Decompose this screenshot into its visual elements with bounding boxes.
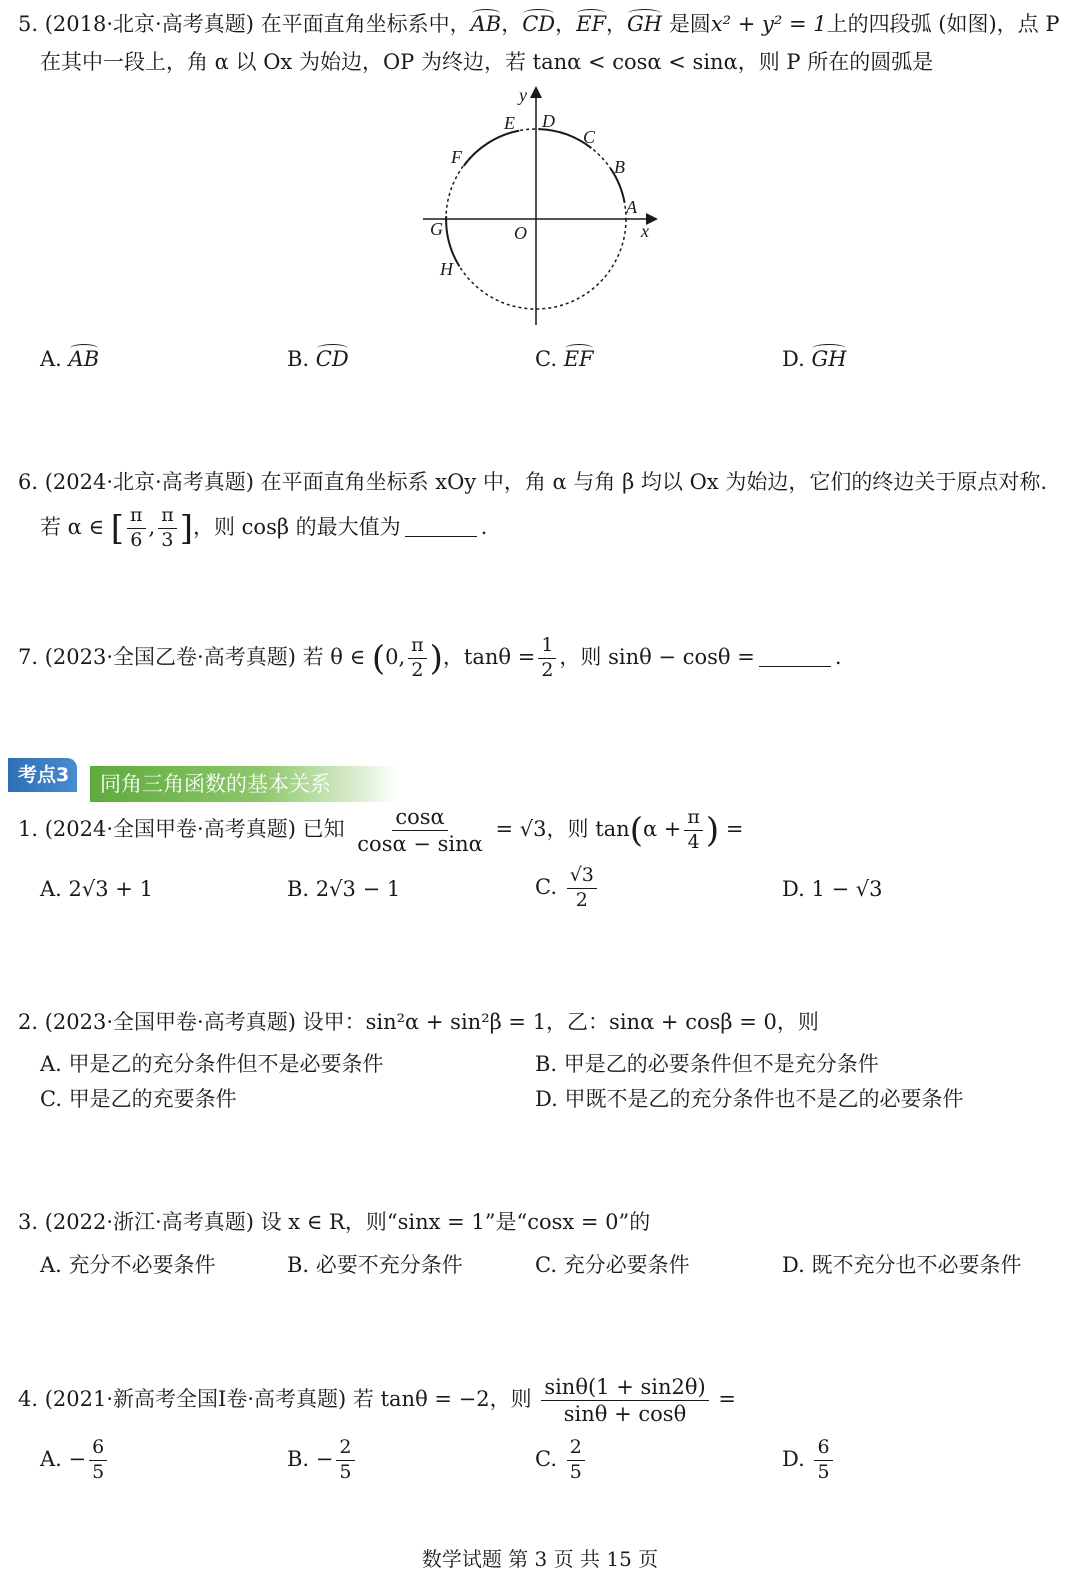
s3-option-b[interactable]: B. 必要不充分条件 xyxy=(287,1253,463,1277)
label-c: C xyxy=(583,127,596,147)
q6-text: 在平面直角坐标系 xOy 中，角 α 与角 β 均以 Ox 为始边，它们的终边关于原点对称. xyxy=(260,470,1047,494)
s1-option-a[interactable]: A. 2√3 + 1 xyxy=(40,877,153,901)
label-x: x xyxy=(641,221,649,241)
s1-number: 1. xyxy=(18,817,39,842)
s2-number: 2. xyxy=(18,1010,39,1034)
arc-ab: AB xyxy=(470,12,502,36)
s1-option-c[interactable]: C. $\frac{√3}{2}$ xyxy=(535,866,600,911)
s3-option-d[interactable]: D. 既不充分也不必要条件 xyxy=(782,1253,1022,1277)
q5-text: 在平面直角坐标系中， xyxy=(260,12,471,36)
s3-number: 3. xyxy=(18,1210,39,1234)
s2-source: (2023·全国甲卷·高考真题) xyxy=(44,1010,296,1034)
label-f: F xyxy=(451,147,462,167)
q5-number: 5. xyxy=(18,12,39,36)
q7-answer-blank[interactable] xyxy=(759,666,831,667)
q6-line2: 若 α ∈ [ $\frac{\pi}{6}$ , $\frac{\pi}{3}$ ]，则 cosβ 的最大值为 . xyxy=(40,504,488,551)
label-h: H xyxy=(440,259,453,279)
label-g: G xyxy=(430,219,443,239)
q5-text2: 是圆 xyxy=(668,12,711,36)
s4-number: 4. xyxy=(18,1387,39,1412)
q5-option-a[interactable]: A. AB xyxy=(40,347,100,371)
s2-option-d[interactable]: D. 甲既不是乙的充分条件也不是乙的必要条件 xyxy=(535,1087,964,1111)
label-e: E xyxy=(504,113,515,133)
s1-line: 1. (2024·全国甲卷·高考真题) 已知 $\frac{\cos\alpha}{\cos\alpha - \sin\alpha}$ = √3，则 tan(α + $\frac{\pi}{4}$ ) = xyxy=(18,805,744,857)
s3-option-a[interactable]: A. 充分不必要条件 xyxy=(40,1253,216,1277)
unit-circle-figure xyxy=(415,85,675,335)
section-title: 同角三角函数的基本关系 xyxy=(90,766,400,802)
q5-option-d[interactable]: D. GH xyxy=(782,347,847,371)
arc-ef: EF xyxy=(576,12,607,36)
q5-text3: 上的四段弧 (如图)，点 P xyxy=(826,12,1060,36)
label-a: A xyxy=(626,197,637,217)
q6-answer-blank[interactable] xyxy=(405,536,477,537)
s1-option-b[interactable]: B. 2√3 − 1 xyxy=(287,877,401,901)
s4-source: (2021·新高考全国I卷·高考真题) xyxy=(44,1387,347,1412)
s4-option-c[interactable]: C. $\frac{2}{5}$ xyxy=(535,1438,588,1483)
q6-line1 xyxy=(18,472,1047,493)
s3-line: 3. (2022·浙江·高考真题) 设 x ∈ R，则“sinx = 1”是“cosx = 0”的 xyxy=(18,1210,651,1234)
arc-gh: GH xyxy=(627,12,663,36)
section-header xyxy=(8,758,388,800)
s2-line: 2. (2023·全国甲卷·高考真题) 设甲：sin²α + sin²β = 1，乙：sinα + cosβ = 0，则 xyxy=(18,1010,819,1034)
s4-option-d[interactable]: D. $\frac{6}{5}$ xyxy=(782,1438,836,1483)
label-d: D xyxy=(542,111,555,131)
s2-option-c[interactable]: C. 甲是乙的充要条件 xyxy=(40,1087,237,1111)
q7-source: (2023·全国乙卷·高考真题) xyxy=(44,644,296,669)
s1-option-d[interactable]: D. 1 − √3 xyxy=(782,877,883,901)
q5-line2: 在其中一段上，角 α 以 Ox 为始边，OP 为终边，若 tanα < cosα < sinα，则 P 所在的圆弧是 xyxy=(40,50,934,74)
s4-option-b[interactable]: B. − $\frac{2}{5}$ xyxy=(287,1438,358,1483)
page-footer: 数学试题 第 3 页 共 15 页 xyxy=(421,1547,659,1571)
s3-source: (2022·浙江·高考真题) xyxy=(44,1210,254,1234)
s1-source: (2024·全国甲卷·高考真题) xyxy=(44,817,296,842)
q5-equation: x² + y² = 1 xyxy=(710,12,827,36)
label-o: O xyxy=(514,223,527,243)
q7-line: 7. (2023·全国乙卷·高考真题) 若 θ ∈ (0, $\frac{\pi}{2}$ )，tanθ = $\frac{1}{2}$ ，则 sinθ − cosθ = . xyxy=(18,634,842,681)
q5-option-b[interactable]: B. CD xyxy=(287,347,349,371)
s2-option-b[interactable]: B. 甲是乙的必要条件但不是充分条件 xyxy=(535,1052,879,1076)
label-b: B xyxy=(614,157,625,177)
q6-number: 6. xyxy=(18,470,39,494)
q5-option-c[interactable]: C. EF xyxy=(535,347,594,371)
s4-line: 4. (2021·新高考全国I卷·高考真题) 若 tanθ = −2，则 $\frac{\sin\theta(1 + \sin 2\theta)}{\sin\theta + \cos\theta}$ = xyxy=(18,1375,736,1427)
q6-source: (2024·北京·高考真题) xyxy=(44,470,254,494)
section-tag: 考点3 xyxy=(8,758,77,792)
q5-line1: 5. (2018·北京·高考真题) 在平面直角坐标系中，AB，CD，EF，GH 是圆x² + y² = 1上的四段弧 (如图)，点 P xyxy=(18,12,1060,36)
q5-source: (2018·北京·高考真题) xyxy=(44,12,254,36)
s3-option-c[interactable]: C. 充分必要条件 xyxy=(535,1253,690,1277)
q7-number: 7. xyxy=(18,644,39,669)
s4-option-a[interactable]: A. − $\frac{6}{5}$ xyxy=(40,1438,110,1483)
arc-cd: CD xyxy=(522,12,556,36)
label-y: y xyxy=(519,85,527,105)
arc-ef-shape xyxy=(464,131,520,166)
s2-option-a[interactable]: A. 甲是乙的充分条件但不是必要条件 xyxy=(40,1052,384,1076)
